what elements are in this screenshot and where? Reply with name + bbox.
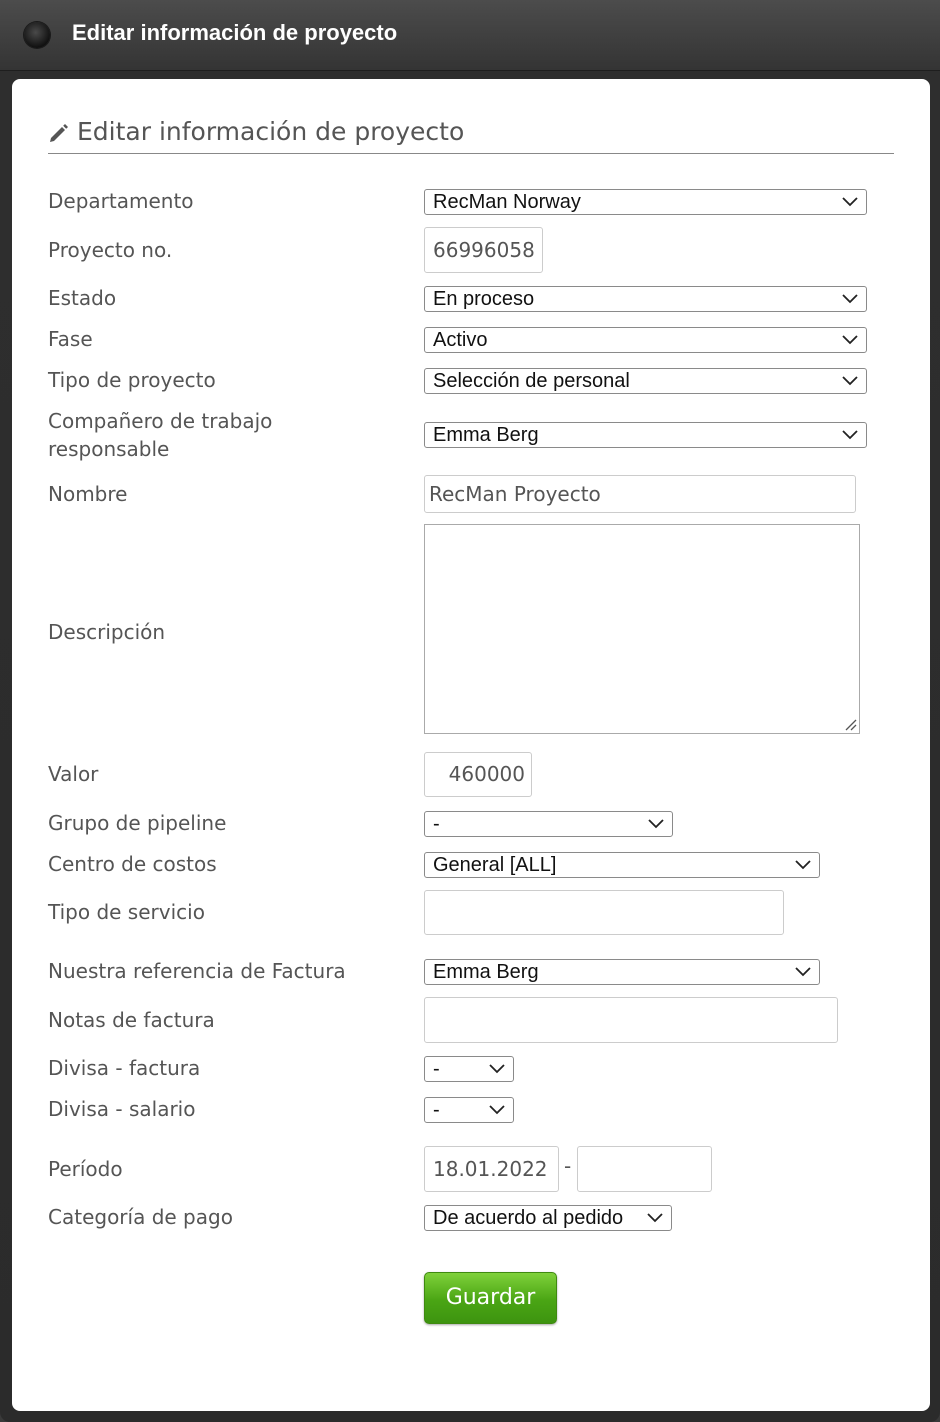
periodo-separator: - — [564, 1154, 572, 1178]
chevron-down-icon — [842, 376, 858, 386]
valor-label: Valor — [48, 762, 99, 786]
grupo-pipeline-value: - — [433, 813, 440, 835]
grupo-pipeline-label: Grupo de pipeline — [48, 811, 227, 835]
responsable-label — [48, 407, 378, 463]
window-close-icon[interactable] — [24, 22, 50, 48]
chevron-down-icon — [795, 860, 811, 870]
window-title: Editar información de proyecto — [72, 20, 398, 45]
chevron-down-icon — [648, 819, 664, 829]
divisa-factura-select[interactable] — [424, 1056, 514, 1082]
fase-label: Fase — [48, 327, 93, 351]
estado-value: En proceso — [433, 288, 535, 310]
title-bar — [0, 0, 940, 71]
pencil-icon — [48, 121, 70, 143]
fase-value: Activo — [433, 329, 488, 351]
chevron-down-icon — [842, 335, 858, 345]
categoria-pago-select[interactable] — [424, 1205, 672, 1231]
descripcion-textarea[interactable] — [424, 524, 860, 734]
centro-costos-select[interactable] — [424, 852, 820, 878]
divisa-factura-label: Divisa - factura — [48, 1056, 201, 1080]
responsable-value: Emma Berg — [433, 424, 539, 446]
nombre-field[interactable]: RecMan Proyecto — [424, 475, 856, 513]
tipo-proyecto-label: Tipo de proyecto — [48, 368, 216, 392]
form-panel — [12, 79, 930, 1411]
chevron-down-icon — [842, 294, 858, 304]
chevron-down-icon — [795, 967, 811, 977]
periodo-label: Período — [48, 1157, 123, 1181]
notas-factura-field[interactable] — [424, 997, 838, 1043]
tipo-proyecto-value: Selección de personal — [433, 370, 630, 392]
chevron-down-icon — [842, 197, 858, 207]
responsable-select[interactable] — [424, 422, 867, 448]
tipo-servicio-field[interactable] — [424, 890, 784, 935]
chevron-down-icon — [647, 1213, 663, 1223]
save-button[interactable]: Guardar — [424, 1272, 557, 1324]
centro-costos-value: General [ALL] — [433, 854, 557, 876]
proyecto-no-label: Proyecto no. — [48, 238, 173, 262]
referencia-factura-label: Nuestra referencia de Factura — [48, 959, 346, 983]
chevron-down-icon — [489, 1064, 505, 1074]
divisa-factura-value: - — [433, 1058, 440, 1080]
categoria-pago-value: De acuerdo al pedido — [433, 1207, 624, 1229]
periodo-end-field[interactable] — [577, 1146, 712, 1192]
nombre-label: Nombre — [48, 482, 128, 506]
divisa-salario-select[interactable] — [424, 1097, 514, 1123]
valor-field[interactable]: 460000 — [424, 752, 532, 797]
responsable-label-line1: Compañero de trabajo — [48, 409, 273, 433]
referencia-factura-select[interactable] — [424, 959, 820, 985]
proyecto-no-field[interactable]: 66996058 — [424, 227, 543, 273]
departamento-value: RecMan Norway — [433, 191, 581, 213]
panel-title: Editar información de proyecto — [77, 117, 465, 146]
departamento-select[interactable] — [424, 189, 867, 215]
estado-select[interactable] — [424, 286, 867, 312]
descripcion-label: Descripción — [48, 620, 166, 644]
chevron-down-icon — [489, 1105, 505, 1115]
chevron-down-icon — [842, 430, 858, 440]
departamento-label: Departamento — [48, 189, 194, 213]
responsable-label-line2: responsable — [48, 437, 170, 461]
referencia-factura-value: Emma Berg — [433, 961, 539, 983]
notas-factura-label: Notas de factura — [48, 1008, 215, 1032]
centro-costos-label: Centro de costos — [48, 852, 217, 876]
grupo-pipeline-select[interactable] — [424, 811, 673, 837]
tipo-proyecto-select[interactable] — [424, 368, 867, 394]
fase-select[interactable] — [424, 327, 867, 353]
estado-label: Estado — [48, 286, 117, 310]
categoria-pago-label: Categoría de pago — [48, 1205, 233, 1229]
resize-grip-icon[interactable] — [843, 717, 857, 731]
periodo-start-field[interactable]: 18.01.2022 — [424, 1146, 559, 1192]
divisa-salario-label: Divisa - salario — [48, 1097, 196, 1121]
divisa-salario-value: - — [433, 1099, 440, 1121]
tipo-servicio-label: Tipo de servicio — [48, 900, 205, 924]
panel-header — [48, 117, 894, 154]
